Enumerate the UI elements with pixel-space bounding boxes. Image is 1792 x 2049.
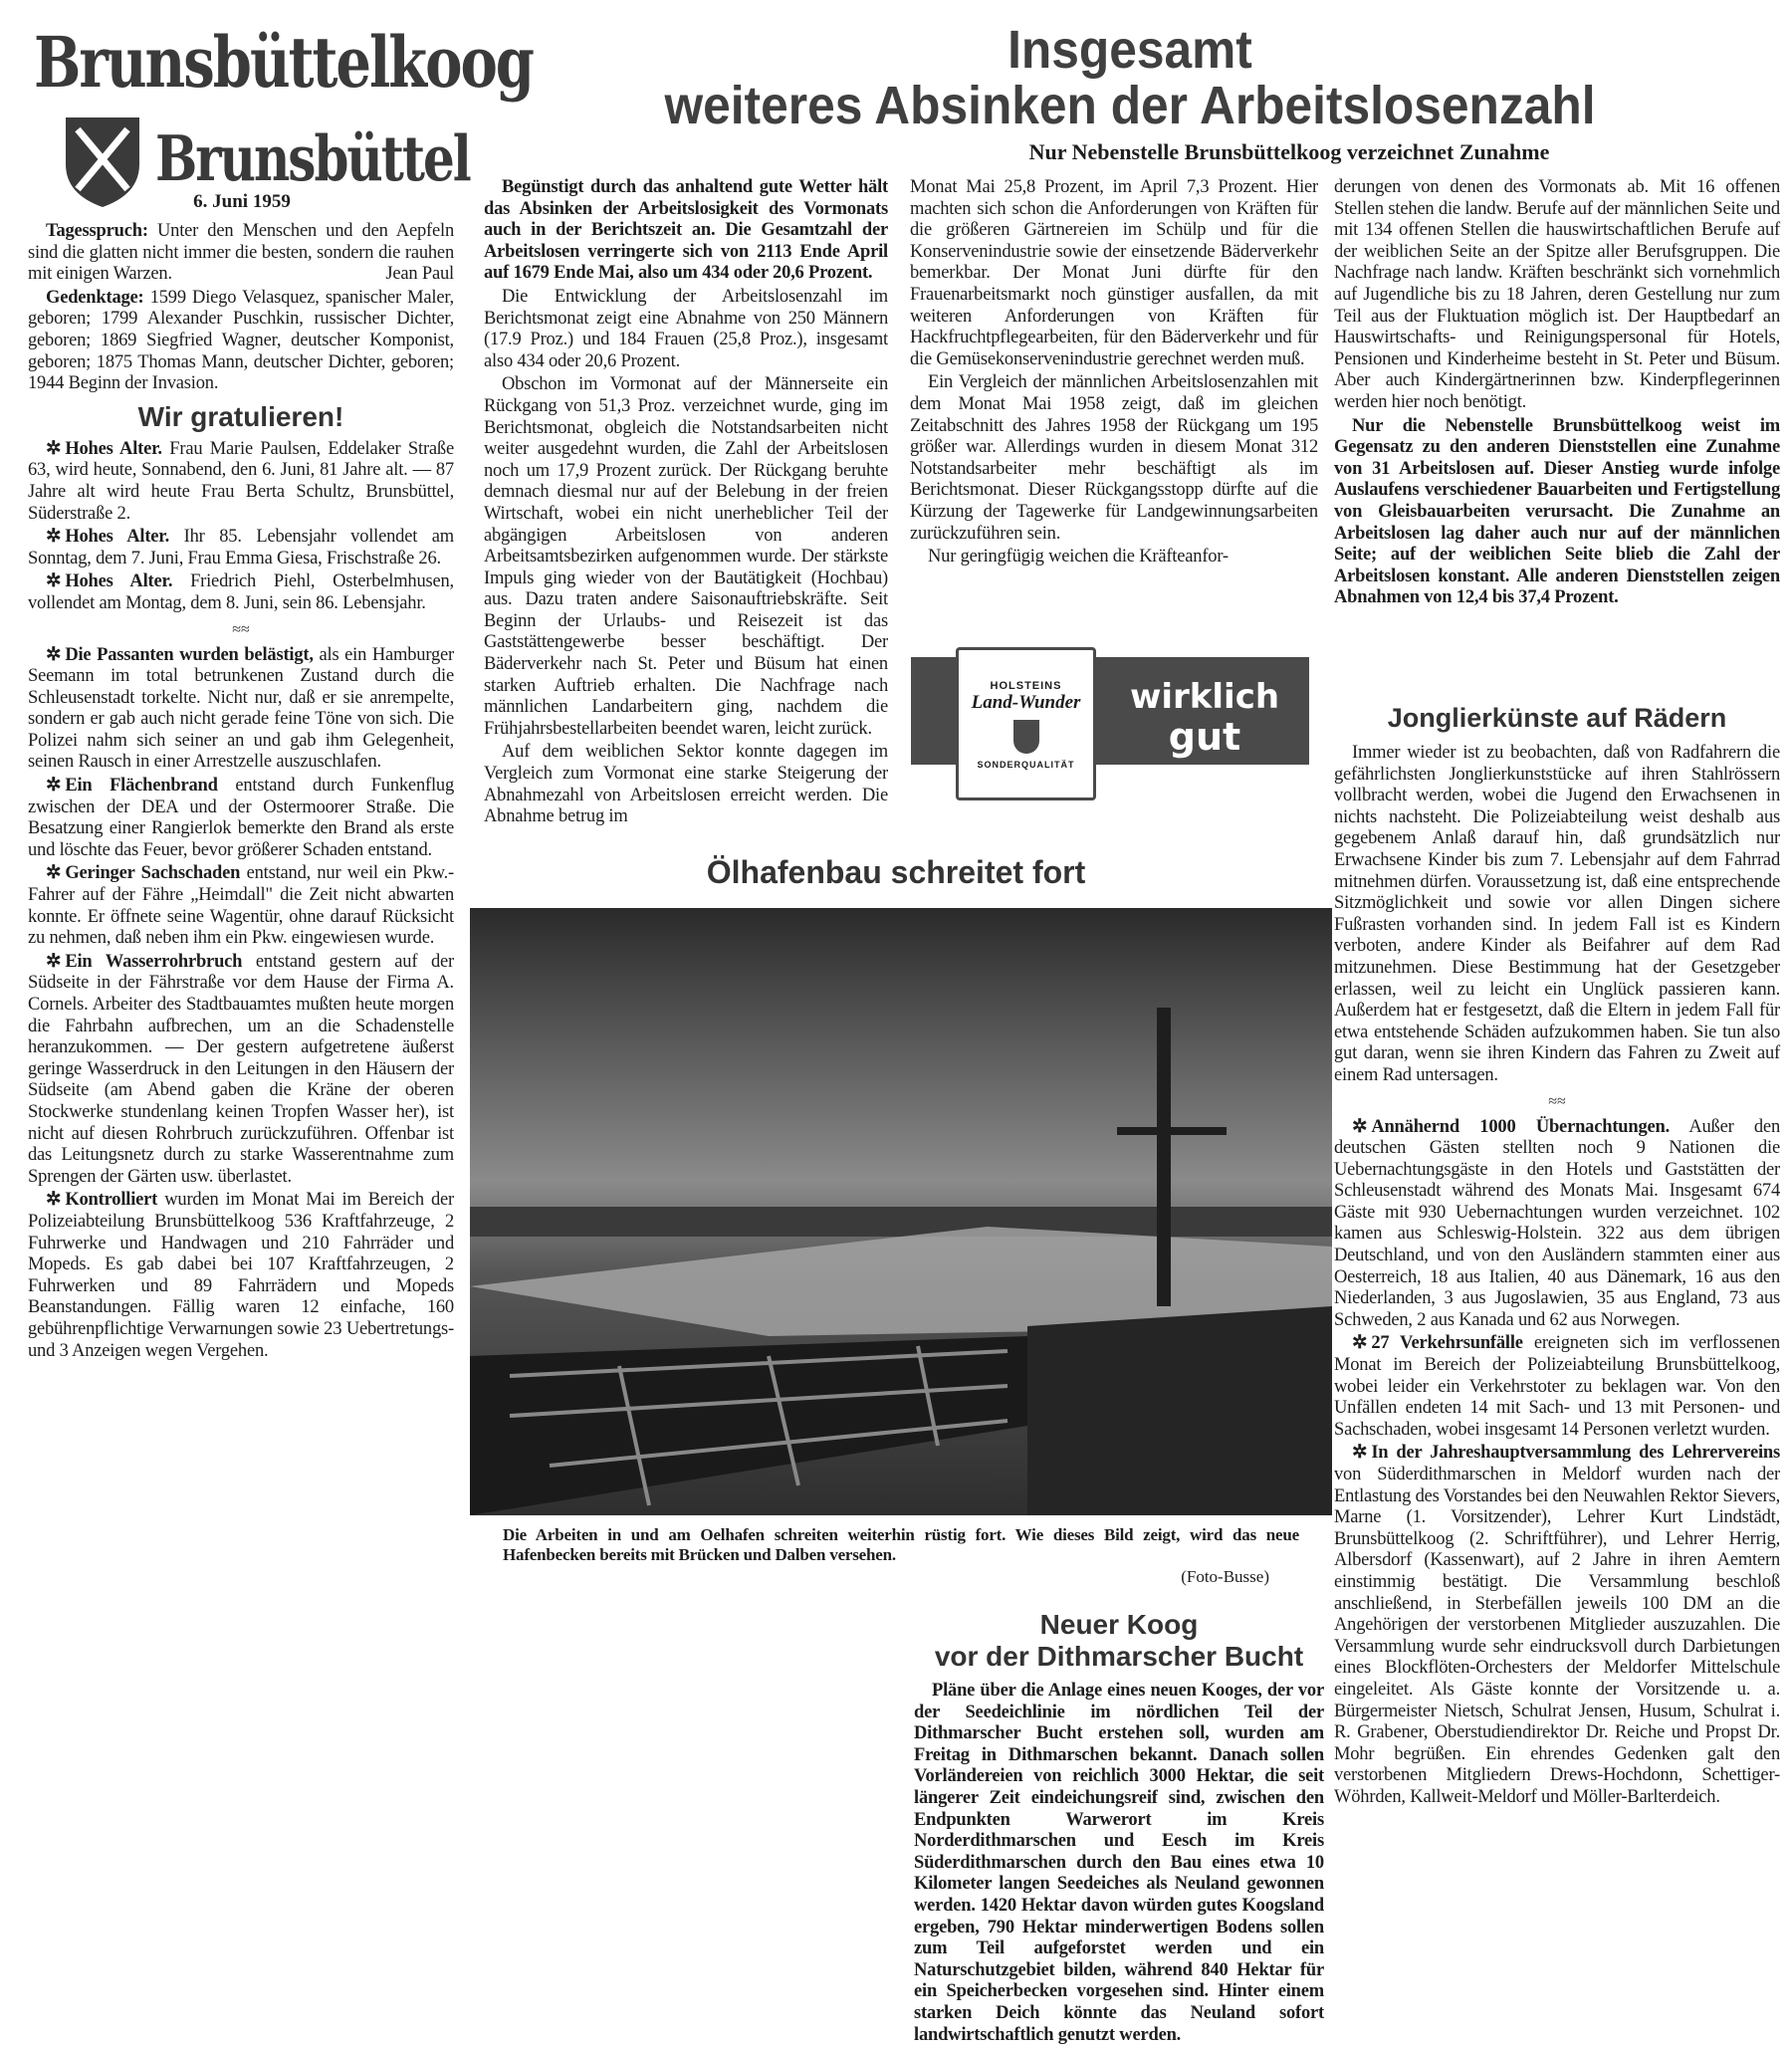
star-icon: ✲ [46, 1190, 62, 1211]
news-item [1334, 1117, 1780, 1332]
item-text: Friedrich Piehl, Osterbelmhusen, vollendet am Montag, dem 8. Juni, sein 86. Lebensjahr. [28, 571, 454, 613]
article-paragraph: Ein Vergleich der männlichen Arbeitslosenzahlen mit dem Monat Mai 1958 zeigt, daß im gleichen Zeitabschnitt des Jahres 1958 der Rückgang um 195 größer war. Allerdings wurden in diesem Monat 312 Notstandsarbeiter mehr beschäftigt als im Berichtsmonat. Dieser Rückgangsstopp dürfte auf die Kürzung der Tagewerke für Landgewinnungsarbeiten zurückzuführen sein. [910, 372, 1318, 544]
ad-brand-top: HOLSTEINS [990, 680, 1062, 692]
ad-package [956, 647, 1096, 800]
item-lead: Die Passanten wurden belästigt, [65, 644, 314, 665]
item-lead: Geringer Sachschaden [65, 863, 241, 884]
article-paragraph: Auf dem weiblichen Sektor konnte dagegen im Vergleich zum Vormonat eine starke Steigerung der Abnahmezahl von Arbeitslosen erreicht werden. Die Abnahme betrug im [484, 742, 888, 827]
news-item [28, 863, 454, 949]
list-item [28, 571, 454, 614]
ad-slogan-1: wirklich [1129, 677, 1280, 717]
item-text: von Süderdithmarschen in Meldorf wurden nach der Entlastung des Vorstandes bei den Neuwahlen Rektor Sievers, Marne (1. Vorsitzender), Lehrer Kurt Lindstädt, Brunsbüttelkoog (2. Schriftführer), und Lehrer Herrig, Albersdorf (Kassenwart), auf 2 Jahre in ihren Aemtern einstimmig bestätigt. Die Versammlung beschloß anschließend, in Sterbefällen jeweils 100 DM an die Angehörigen der verstorbenen Mitglieder auszuzahlen. Die Versammlung wurde sehr eindrucksvoll durch Darbietungen eines Blockflöten-Orchesters der Meldorfer Mittelschule eingeleitet. Als Gäste konnte der Vorsitzende u. a. Bürgermeister Nietsch, Schulrat Jensen, Husum, Schulrat i. R. Grabener, Oberstudiendirektor Dr. Reiche und Propst Dr. Mohr begrüßen. Ein ehrendes Gedenken galt den verstorbenen Mitgliedern Drews-Hochdonn, Schettiger-Wöhrden, Kallweit-Meldorf und Möller-Barlterdeich. [1334, 1465, 1780, 1807]
news-item [1334, 1443, 1780, 1808]
article-col4 [1334, 177, 1780, 611]
item-lead: Hohes Alter. [65, 438, 162, 459]
item-text: wurden im Monat Mai im Bereich der Polizeiabteilung Brunsbüttelkoog 536 Kraftfahrzeuge, 2 Fuhrwerke und Handwagen und 210 Fahrräder und Mopeds. Es gab dabei bei 107 Kraftfahrzeugen, 2 Fuhrwerken und 89 Fahrrädern und Mopeds Beanstandungen. Fällig waren 12 einfache, 160 gebührenpflichtige Verwarnungen sowie 23 Uebertretungs- und 3 Anzeigen wegen Vergehen. [28, 1190, 454, 1361]
article-paragraph: Die Entwicklung der Arbeitslosenzahl im Berichtsmonat zeigt eine Abnahme von 250 Männern (17.9 Proz.) und 184 Frauen (25,8 Proz.), insgesamt also 434 oder 20,6 Prozent. [484, 286, 888, 371]
ad-brand: Land-Wunder [971, 692, 1081, 713]
article-lead: Begünstigt durch das anhaltend gute Wetter hält das Absinken der Arbeitslosigkeit des Vormonats auch in der Berichtszeit an. Die Gesamtzahl der Arbeitslosen verringerte sich von 2113 Ende April auf 1679 Ende Mai, also um 434 oder 20,6 Prozent. [484, 177, 888, 284]
star-icon: ✲ [46, 438, 62, 459]
item-text: Außer den deutschen Gästen stellten noch 9 Nationen die Uebernachtungsgäste in den Hotels und Gaststätten der Schleusenstadt während des Monats Mai. Insgesamt 674 Gäste mit 930 Uebernachtungen wurden verzeichnet. 102 kamen aus Schleswig-Holstein. 322 aus dem übrigen Deutschland, und von den Ausländern stammten einer aus Oesterreich, 18 aus Italien, 40 aus Dänemark, 16 aus den Niederlanden, 3 aus Jugoslawien, 35 aus England, 73 aus Schweden, 2 aus Kanada und 62 aus Norwegen. [1334, 1116, 1780, 1330]
headline-line1: Insgesamt [1008, 20, 1252, 80]
news-item [28, 1190, 454, 1362]
article-paragraph: derungen von denen des Vormonats ab. Mit 16 offenen Stellen stehen die landw. Berufe auf der männlichen Seite und mit 134 offenen Stellen die hauswirtschaftlichen Berufe auf der weiblichen Seite an der Spitze aller Berufsgruppen. Die Nachfrage nach landw. Kräften beschränkt sich vornehmlich auf Jugendliche bis zu 18 Jahren, deren Gestellung nur zum Teil aus der Fluktuation möglich ist. Der Hauptbedarf an Hauswirtschafts- und Reinigungspersonal für Hotels, Pensionen und Kinderheime besteht in St. Peter und Büsum. Aber auch Kindergärtnerinnen bzw. Kinderpflegerinnen werden hier noch benötigt. [1334, 177, 1780, 412]
star-icon: ✲ [1352, 1443, 1368, 1464]
star-icon: ✲ [46, 571, 62, 592]
item-lead: Ein Wasserrohrbruch [65, 951, 243, 972]
koog-body: Pläne über die Anlage eines neuen Kooges, der vor der Seedeichlinie im nördlichen Teil der Dithmarscher Bucht erstehen soll, wurden am Freitag in Dithmarschen bekannt. Danach sollen Vorländereien von reichlich 3000 Hektar, die seit längerer Zeit eindeichungsreif sind, zwischen den Endpunkten Warwerort im Kreis Norderdithmarschen und Eesch im Kreis Süderdithmarschen durch den Bau eines etwa 10 Kilometer langen Seedeiches als Neuland gewonnen werden. 1420 Hektar davon würden gutes Koogsland ergeben, 790 Hektar minderwertigen Bodens sollen zum Teil aufgeforstet werden und ein Naturschutzgebiet bilden, während 840 Hektar für ein Speicherbecken vorgesehen sind. Hinter einem starken Deich könnte das Neuland sofort landwirtschaftlich genutzt werden. [914, 1681, 1324, 2045]
article-paragraph-bold: Nur die Nebenstelle Brunsbüttelkoog weist im Gegensatz zu den anderen Dienststellen eine Zunahme von 31 Arbeitslosen auf. Dieser Anstieg wurde infolge Auslaufens verschiedener Bauarbeiten und Fertigstellung von Gleisbauarbeiten verursacht. Die Zunahme an Arbeitslosen lag daher auch nur auf der männlichen Seite; auf der weiblichen Seite blieb die Zahl der Arbeitslosen konstant. Alle anderen Dienststellen zeigen Abnahmen von 12,4 bis 37,4 Prozent. [1334, 415, 1780, 608]
star-icon: ✲ [46, 951, 62, 972]
news-item [28, 645, 454, 775]
masthead-line2: Brunsbüttel [155, 121, 470, 195]
tagesspruch-lead: Tagesspruch: [46, 221, 148, 241]
koog-headline-2: vor der Dithmarscher Bucht [934, 1641, 1304, 1672]
item-text: als ein Hamburger Seemann im total betrunkenen Zustand durch die Schleusenstadt torkelte. Nicht nur, daß er sie anrempelte, sondern er gab auch nicht gerade feine Töne von sich. Die Polizei nahm sich seiner an und gab ihm Gelegenheit, seinen Rausch in einer Arrestzelle auszuschlafen. [28, 644, 454, 773]
jongl-column [1334, 743, 1780, 1811]
ad-shield-icon [1013, 720, 1039, 754]
star-icon: ✲ [46, 863, 62, 884]
item-lead: In der Jahreshauptversammlung des Lehrervereins [1371, 1443, 1780, 1464]
photo-credit: (Foto-Busse) [1181, 1567, 1269, 1586]
section-divider: ≈≈ [232, 620, 250, 638]
tagesspruch-text: Unter den Menschen und den Aepfeln sind die glatten nicht immer die besten, sondern die rauhen mit einigen Warzen. [28, 221, 454, 285]
item-lead: Annähernd 1000 Übernachtungen. [1371, 1116, 1671, 1137]
advertisement [911, 627, 1324, 797]
koog-headline-1: Neuer Koog [1039, 1609, 1199, 1640]
news-item [1334, 1333, 1780, 1441]
tagesspruch-author: Jean Paul [385, 264, 454, 285]
item-lead: 27 Verkehrsunfälle [1371, 1333, 1523, 1354]
subheadline: Nur Nebenstelle Brunsbüttelkoog verzeichnet Zunahme [1028, 139, 1550, 164]
item-lead: Hohes Alter. [65, 527, 170, 548]
headline-line2: weiteres Absinken der Arbeitslosenzahl [664, 76, 1596, 135]
news-item [28, 776, 454, 861]
harbor-photo-image [470, 908, 1332, 1515]
article-col3 [910, 177, 1318, 570]
gratulieren-heading: Wir gratulieren! [137, 400, 344, 432]
item-text: ereigneten sich im verflossenen Monat im Bereich der Polizeiabteilung Brunsbüttelkoog, wobei leider ein Verkehrstoter zu beklagen war. Von den Unfällen endeten 14 mit Sach- und 13 mit Personen- und Sachschaden, wobei insgesamt 14 Personen verletzt wurden. [1334, 1333, 1780, 1440]
list-item [28, 527, 454, 569]
item-text: Ihr 85. Lebensjahr vollendet am Sonntag, dem 7. Juni, Frau Emma Giesa, Frischstraße 26. [28, 527, 454, 569]
ad-brand-bottom: SONDERQUALITÄT [977, 760, 1075, 770]
article-col2 [484, 177, 888, 830]
gedenktage-text: 1599 Diego Velasquez, spanischer Maler, geboren; 1799 Alexander Puschkin, russischer Dichter, geboren; 1869 Siegfried Wagner, deutscher Komponist, geboren; 1875 Thomas Mann, deutscher Dichter, geboren; 1944 Beginn der Invasion. [28, 287, 454, 394]
tagesspruch [28, 221, 454, 286]
item-text: entstand, nur weil ein Pkw.-Fahrer auf der Fähre „Heimdall" die Zeit nicht abwarten konnte. Er öffnete seine Wagentür, ohne darauf Rücksicht zu nehmen, daß neben ihm ein Pkw. eingewiesen wurde. [28, 863, 454, 949]
item-lead: Hohes Alter. [65, 571, 173, 592]
article-paragraph: Obschon im Vormonat auf der Männerseite ein Rückgang von 51,3 Proz. verzeichnet wurde, ging im Berichtsmonat, obgleich die Notstandsarbeiten nicht weiter ausgedehnt wurden, die Zahl der Arbeitslosen noch um 17,9 Prozent zurück. Der Rückgang beruhte demnach diesmal nur auf der Belebung in der freien Wirtschaft, wobei ein nicht unerheblicher Teil der abgängigen Arbeitslosen von anderen Arbeitsamtsbezirken aufgenommen wurde. Der stärkste Impuls ging wieder von der Bautätigkeit (Hochbau) aus. Dazu traten andere Saisonauftriebskräfte. Seit Beginn der Urlaubs- und Reisezeit ist das Gaststättengewerbe besser beschäftigt. Der Bäderverkehr nach St. Peter und Büsum hat einen starken Auftrieb erhalten. Die Nachfrage nach männlichen Landarbeitern ging, nachdem die Frühjahrsbestellarbeiten beendet waren, leicht zurück. [484, 374, 888, 739]
item-text: Frau Marie Paulsen, Eddelaker Straße 63, wird heute, Sonnabend, den 6. Juni, 81 Jahre alt. — 87 Jahre alt wird heute Frau Berta Schultz, Brunsbüttel, Süderstraße 2. [28, 438, 454, 524]
caption-text: Die Arbeiten in und am Oelhafen schreiten weiterhin rüstig fort. Wie dieses Bild zeigt, wird das neue Hafenbecken bereits mit Brücken und Dalben versehen. [503, 1525, 1299, 1564]
gedenktage-lead: Gedenktage: [46, 287, 144, 308]
local-column [28, 221, 454, 1364]
star-icon: ✲ [1352, 1333, 1368, 1354]
list-item [28, 439, 454, 525]
jongl-body: Immer wieder ist zu beobachten, daß von Radfahrern die gefährlichsten Jonglierkunststücke auf ihren Stahlrössern vollbracht werden, wobei die Jugend den Erwachsenen in nichts nachsteht. Die Polizeiabteilung weist deshalb aus gegebenem Anlaß darauf hin, daß grundsätzlich nur Erwachsene Kinder bis zum 7. Lebensjahr auf dem Fahrrad mitnehmen dürfen. Voraussetzung ist, daß eine entsprechende Sitzmöglichkeit und sowie vor allen Dingen sichere Fußrasten vorhanden sind. In jedem Fall ist es Kindern verboten, andere Kinder als Beifahrer auf dem Rad mitzunehmen. Diese Bestimmung hat der Gesetzgeber erlassen, weil zu leicht ein Unglück passieren kann. Außerdem hat er festgesetzt, daß die Eltern in jedem Fall für etwa entstehende Schäden aufzukommen haben. Sie tun also gut daran, wenn sie ihren Kindern das Fahren zu Zweit auf einem Rad untersagen. [1334, 743, 1780, 1085]
jongl-headline: Jonglierkünste auf Rädern [1387, 703, 1727, 733]
news-item [28, 952, 454, 1189]
star-icon: ✲ [46, 644, 62, 665]
item-lead: Ein Flächenbrand [65, 776, 218, 797]
masthead-line1: Brunsbüttelkoog [34, 22, 533, 105]
issue-date: 6. Juni 1959 [193, 191, 291, 212]
item-lead: Kontrolliert [65, 1190, 158, 1211]
photo-caption [503, 1525, 1299, 1587]
harbor-photo [470, 908, 1332, 1515]
oelhafen-headline: Ölhafenbau schreitet fort [706, 854, 1086, 890]
section-divider: ≈≈ [1548, 1092, 1566, 1110]
article-paragraph: Monat Mai 25,8 Prozent, im April 7,3 Prozent. Hier machten sich schon die Anforderungen von Kräften für die größeren Gärtnereien im Schülp und für die Konservenindustrie sowie der einsetzende Bäderverkehr bemerkbar. Der Monat Juni dürfte für den Frauenarbeitsmarkt noch günstiger ausfallen, da mit weiteren Anforderungen von Kräften für Hackfruchtpflegearbeiten, für den Bäderverkehr und für die Gemüsekonservenindustrie gerechnet werden muß. [910, 177, 1318, 369]
item-text: entstand gestern auf der Südseite in der Fährstraße vor dem Hause der Firma A. Cornels. Arbeiter des Stadtbauamtes mußten heute morgen die Fahrbahn aufbrechen, um an die Schadenstelle heranzukommen. — Der gestern aufgetretene äußerst geringe Wasserdruck in den Leitungen in den Häusern der Südseite (am Abend gaben die Kräne der oberen Stockwerke stundenlang keinen Tropfen Wasser her), ist nicht auf diesen Rohrbruch zurückzuführen. Offenbar ist das Leitungsnetz durch zu starke Wasserentnahme zum Sprengen der Gärten usw. überlastet. [28, 951, 454, 1187]
masthead [28, 22, 533, 211]
gedenktage [28, 288, 454, 395]
star-icon: ✲ [46, 527, 62, 548]
star-icon: ✲ [46, 776, 62, 797]
koog-article [914, 1681, 1324, 2048]
star-icon: ✲ [1352, 1116, 1368, 1137]
article-paragraph: Nur geringfügig weichen die Kräfteanfor- [928, 547, 1229, 568]
item-text: entstand durch Funkenflug zwischen der DEA und der Ostermoorer Straße. Die Besatzung einer Rangierlok bemerkte den Brand als erste und löschte das Feuer, bevor größerer Schaden entstand. [28, 776, 454, 860]
ad-slogan-2: gut [1168, 715, 1241, 759]
